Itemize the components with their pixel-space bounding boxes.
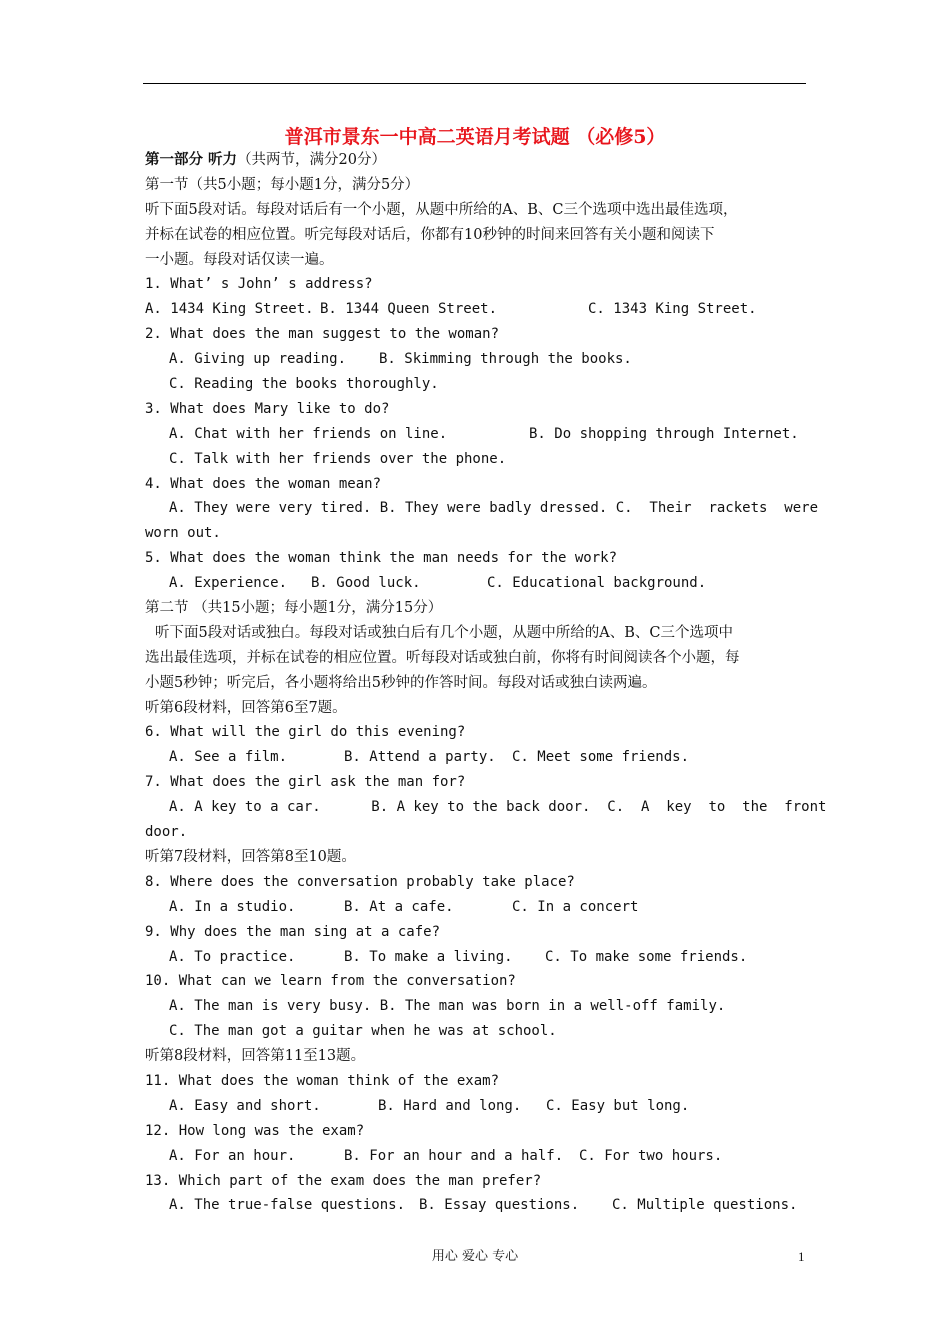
- q3-option-a: A. Chat with her friends on line.: [169, 425, 448, 442]
- q2-stem: 2. What does the man suggest to the woman?: [145, 326, 500, 343]
- q9-options: [145, 945, 810, 970]
- material-7-heading: 听第7段材料，回答第8至10题。: [145, 848, 356, 865]
- q8-stem: 8. Where does the conversation probably take place?: [145, 873, 575, 890]
- q7-options: A. A key to a car. B. A key to the back door. C. A key to the front: [169, 799, 827, 816]
- q4-options-cont: worn out.: [145, 525, 221, 542]
- q10-stem: 10. What can we learn from the conversation?: [145, 973, 516, 990]
- q13-stem: 13. Which part of the exam does the man prefer?: [145, 1172, 542, 1189]
- q4-stem: 4. What does the woman mean?: [145, 475, 382, 492]
- q11-option-b: B. Hard and long.: [378, 1097, 522, 1114]
- q9-option-b: B. To make a living.: [344, 948, 513, 965]
- q3-options-ab: [145, 422, 810, 447]
- exam-body: [145, 148, 827, 1218]
- q2-options-ab: [145, 347, 810, 372]
- q13-option-c: C. Multiple questions.: [612, 1197, 798, 1214]
- q12-options: [145, 1144, 810, 1169]
- q9-option-c: C. To make some friends.: [545, 948, 748, 965]
- q1-stem: 1. What’ s John’ s address?: [145, 276, 373, 293]
- section2-instr-3: 小题5秒钟；听完后，各小题将给出5秒钟的作答时间。每段对话或独白读两遍。: [145, 674, 657, 691]
- material-8-heading: 听第8段材料，回答第11至13题。: [145, 1048, 366, 1065]
- q7-options-cont: door.: [145, 824, 188, 841]
- q1-options: [145, 297, 810, 322]
- material-6-heading: 听第6段材料，回答第6至7题。: [145, 699, 347, 716]
- q5-option-c: C. Educational background.: [487, 575, 707, 592]
- q5-stem: 5. What does the woman think the man needs for the work?: [145, 550, 618, 567]
- section1-instr-2: 并标在试卷的相应位置。听完每段对话后，你都有10秒钟的时间来回答有关小题和阅读下: [145, 226, 715, 243]
- q6-option-a: A. See a film.: [169, 749, 288, 766]
- page-number: 1: [798, 1249, 805, 1264]
- q12-stem: 12. How long was the exam?: [145, 1122, 365, 1139]
- q8-options: [145, 895, 810, 920]
- section1-instr-3: 一小题。每段对话仅读一遍。: [145, 251, 334, 268]
- q9-stem: 9. Why does the man sing at a cafe?: [145, 923, 441, 940]
- q1-option-c: C. 1343 King Street.: [588, 301, 757, 318]
- q12-option-a: A. For an hour.: [169, 1147, 296, 1164]
- q11-options: [145, 1094, 810, 1119]
- q5-option-a: A. Experience.: [169, 575, 288, 592]
- section1-heading: 第一节（共5小题；每小题1分，满分5分）: [145, 176, 420, 193]
- q13-option-a: A. The true-false questions.: [169, 1197, 406, 1214]
- q11-option-a: A. Easy and short.: [169, 1097, 321, 1114]
- document-title: 普洱市景东一中高二英语月考试题 （必修5）: [284, 126, 666, 148]
- q6-options: [145, 745, 810, 770]
- q8-option-b: B. At a cafe.: [344, 898, 454, 915]
- q4-options: A. They were very tired. B. They were badly dressed. C. Their rackets were: [169, 500, 819, 517]
- q12-option-c: C. For two hours.: [579, 1147, 723, 1164]
- section1-instr-1: 听下面5段对话。每段对话后有一个小题，从题中所给的A、B、C三个选项中选出最佳选项，: [145, 201, 738, 218]
- q2-option-c: C. Reading the books thoroughly.: [169, 376, 439, 393]
- q11-stem: 11. What does the woman think of the exam?: [145, 1072, 500, 1089]
- q2-option-a: A. Giving up reading.: [169, 351, 347, 368]
- section2-heading: 第二节 （共15小题；每小题1分，满分15分）: [145, 600, 443, 617]
- part1-heading-bold: 第一部分 听力: [145, 151, 238, 168]
- q1-option-a: A. 1434 King Street.: [145, 301, 314, 318]
- q13-options: [145, 1193, 810, 1218]
- header-rule: [143, 83, 806, 84]
- q3-option-b: B. Do shopping through Internet.: [529, 425, 799, 442]
- q5-options: [145, 571, 810, 596]
- q10-option-c: C. The man got a guitar when he was at school.: [169, 1023, 557, 1040]
- q8-option-c: C. In a concert: [512, 898, 639, 915]
- page-footer: 用心 爱心 专心: [431, 1249, 519, 1264]
- q3-option-c: C. Talk with her friends over the phone.: [169, 450, 507, 467]
- q2-option-b: B. Skimming through the books.: [379, 351, 632, 368]
- part1-heading: [145, 148, 810, 173]
- part1-heading-rest: （共两节，满分20分）: [237, 152, 387, 168]
- q6-option-c: C. Meet some friends.: [512, 749, 690, 766]
- q6-stem: 6. What will the girl do this evening?: [145, 724, 466, 741]
- q9-option-a: A. To practice.: [169, 948, 296, 965]
- q11-option-c: C. Easy but long.: [546, 1097, 690, 1114]
- section2-instr-1: 听下面5段对话或独白。每段对话或独白后有几个小题，从题中所给的A、B、C三个选项中: [155, 624, 733, 641]
- q1-option-b: B. 1344 Queen Street.: [320, 301, 498, 318]
- q3-stem: 3. What does Mary like to do?: [145, 400, 390, 417]
- section2-instr-2: 选出最佳选项，并标在试卷的相应位置。听每段对话或独白前，你将有时间阅读各个小题，每: [145, 649, 740, 666]
- q7-stem: 7. What does the girl ask the man for?: [145, 774, 466, 791]
- q10-options-ab: A. The man is very busy. B. The man was born in a well-off family.: [169, 998, 726, 1015]
- q8-option-a: A. In a studio.: [169, 898, 296, 915]
- q13-option-b: B. Essay questions.: [419, 1197, 580, 1214]
- q12-option-b: B. For an hour and a half.: [344, 1147, 564, 1164]
- q5-option-b: B. Good luck.: [311, 575, 421, 592]
- q6-option-b: B. Attend a party.: [344, 749, 496, 766]
